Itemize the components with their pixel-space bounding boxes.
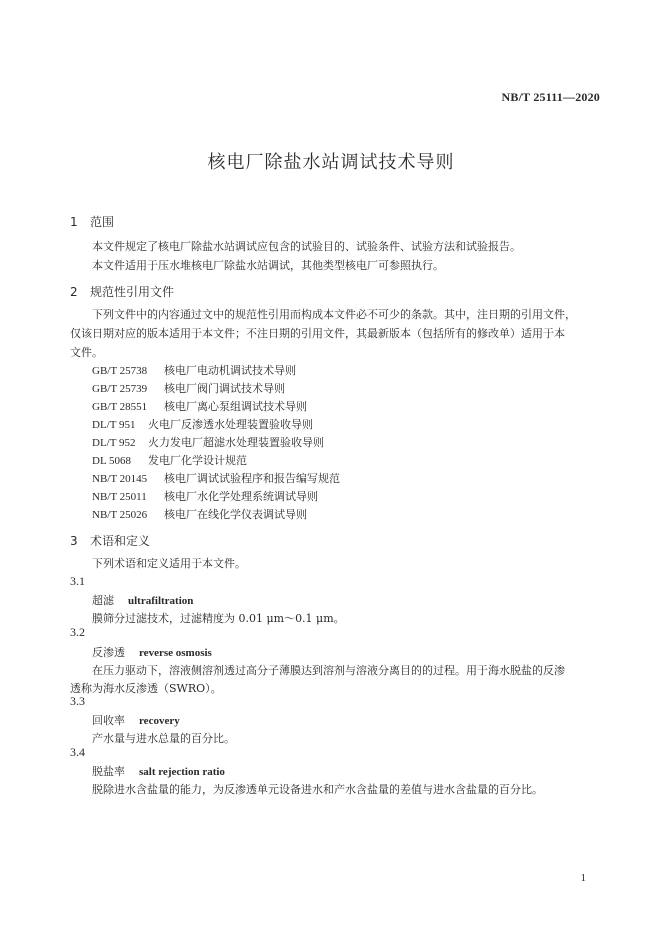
reference-item [92, 380, 285, 396]
standard-number: NB/T 25111—2020 [501, 90, 600, 104]
document-title: 核电厂除盐水站调试技术导则 [207, 152, 455, 173]
paragraph: 本文件适用于压水堆核电厂除盐水站调试，其他类型核电厂可参照执行。 [92, 259, 444, 272]
term-zh: 反渗透 [92, 646, 125, 659]
reference-item [92, 506, 307, 522]
section-1-heading [70, 213, 114, 230]
section-number: 2 [70, 285, 78, 299]
reference-item [92, 416, 313, 432]
section-number: 3 [70, 534, 78, 548]
reference-code: NB/T 25011 [92, 491, 147, 503]
paragraph-line: 仅该日期对应的版本适用于本文件；不注日期的引用文件，其最新版本（包括所有的修改单）适用于本 [70, 327, 565, 340]
section-title: 术语和定义 [90, 534, 151, 548]
reference-item [92, 362, 296, 378]
term-definition: 在压力驱动下，溶液侧溶剂透过高分子薄膜达到溶剂与溶液分离目的的过程。用于海水脱盐的反渗 [92, 664, 565, 677]
reference-title: 火力发电厂超滤水处理装置验收导则 [148, 436, 324, 449]
term-definition: 脱除进水含盐量的能力，为反渗透单元设备进水和产水含盐量的差值与进水含盐量的百分比。 [92, 783, 543, 796]
reference-code: DL 5068 [92, 455, 132, 467]
section-title: 规范性引用文件 [90, 285, 175, 299]
term-number: 3.1 [70, 574, 85, 588]
term-zh: 脱盐率 [92, 765, 125, 778]
term-heading [92, 763, 225, 779]
paragraph: 下列术语和定义适用于本文件。 [92, 557, 246, 570]
section-number: 1 [70, 215, 78, 229]
term-en: reverse osmosis [139, 647, 212, 659]
term-zh: 超滤 [92, 594, 114, 607]
reference-title: 火电厂反渗透水处理装置验收导则 [148, 418, 313, 431]
reference-title: 核电厂调试试验程序和报告编写规范 [164, 472, 340, 485]
paragraph-line: 文件。 [70, 346, 103, 359]
section-3-heading [70, 532, 150, 549]
reference-title: 发电厂化学设计规范 [148, 454, 247, 467]
reference-code: DL/T 952 [92, 437, 136, 449]
section-2-heading [70, 283, 174, 300]
paragraph-line: 下列文件中的内容通过文中的规范性引用而构成本文件必不可少的条款。其中，注日期的引用文件， [92, 308, 576, 321]
term-number: 3.4 [70, 745, 85, 759]
reference-item [92, 452, 247, 468]
reference-title: 核电厂电动机调试技术导则 [164, 364, 296, 377]
reference-code: NB/T 20145 [92, 473, 148, 485]
term-number: 3.2 [70, 625, 85, 639]
reference-code: NB/T 25026 [92, 509, 148, 521]
term-en: salt rejection ratio [139, 766, 225, 778]
reference-item [92, 470, 340, 486]
reference-title: 核电厂水化学处理系统调试导则 [164, 490, 318, 503]
term-en: recovery [139, 715, 180, 727]
page-number: 1 [580, 872, 586, 884]
reference-item [92, 434, 324, 450]
reference-title: 核电厂阀门调试技术导则 [164, 382, 285, 395]
reference-item [92, 398, 307, 414]
term-number: 3.3 [70, 694, 85, 708]
reference-code: GB/T 28551 [92, 401, 148, 413]
reference-code: GB/T 25739 [92, 383, 148, 395]
term-heading [92, 712, 180, 728]
reference-item [92, 488, 318, 504]
reference-title: 核电厂离心泵组调试技术导则 [164, 400, 307, 413]
term-heading [92, 644, 212, 660]
reference-code: GB/T 25738 [92, 365, 148, 377]
term-en: ultrafiltration [128, 595, 194, 607]
section-title: 范围 [90, 215, 115, 229]
reference-title: 核电厂在线化学仪表调试导则 [164, 508, 307, 521]
term-heading [92, 592, 193, 608]
paragraph: 本文件规定了核电厂除盐水站调试应包含的试验目的、试验条件、试验方法和试验报告。 [92, 240, 521, 253]
term-definition: 膜筛分过滤技术，过滤精度为 0.01 μm～0.1 μm。 [92, 612, 345, 625]
term-definition: 透称为海水反渗透（SWRO）。 [70, 682, 222, 695]
reference-code: DL/T 951 [92, 419, 136, 431]
term-zh: 回收率 [92, 714, 125, 727]
term-definition: 产水量与进水总量的百分比。 [92, 732, 235, 745]
